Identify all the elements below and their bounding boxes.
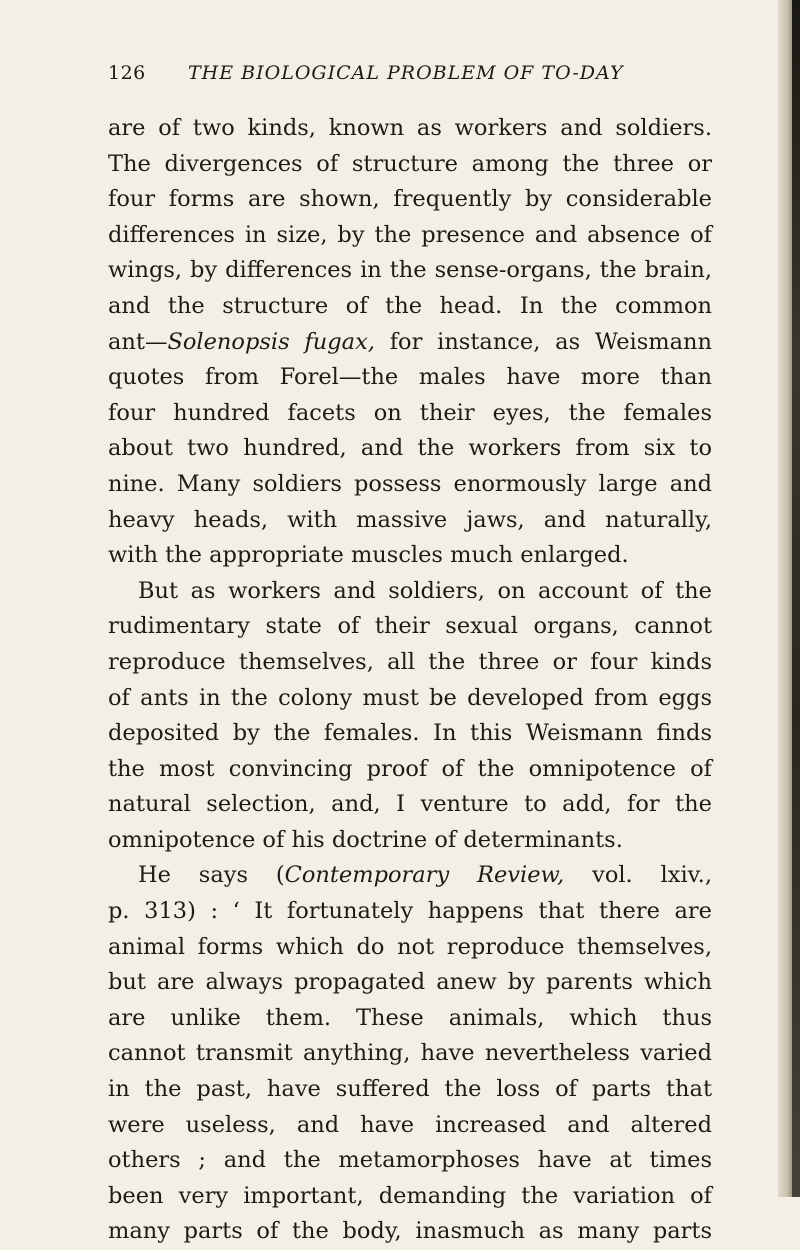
text-line: rudimentary state of their sexual organs, cannot — [108, 613, 712, 640]
text-line — [108, 325, 712, 361]
text-line: about two hundred, and the workers from six to — [108, 435, 712, 462]
text-line: four hundred facets on their eyes, the females — [108, 399, 712, 426]
text-line: are unlike them. These animals, which thus — [108, 1004, 712, 1031]
text-line: animal forms which do not reproduce themselves, — [108, 933, 712, 960]
text-line: with the appropriate muscles much enlarged. — [108, 542, 629, 569]
text-line: in the past, have suffered the loss of parts that — [108, 1076, 712, 1103]
text-run: vol. lxiv., — [564, 862, 712, 889]
page-header — [108, 62, 708, 88]
page-edge — [778, 0, 800, 1197]
page-number: 126 — [108, 62, 146, 84]
text-line: p. 313) : ‘ It fortunately happens that there are — [108, 898, 712, 925]
italic-species-name: Solenopsis fugax, — [167, 328, 375, 355]
text-line: nine. Many soldiers possess enormously large and — [108, 470, 712, 497]
text-line: were useless, and have increased and altered — [108, 1111, 712, 1138]
text-line: others ; and the metamorphoses have at times — [108, 1147, 712, 1174]
text-line: omnipotence of his doctrine of determinants. — [108, 826, 623, 853]
text-line: and the structure of the head. In the common — [108, 292, 712, 319]
text-line: The divergences of structure among the three or — [108, 150, 712, 177]
text-line: the most convincing proof of the omnipotence of — [108, 755, 712, 782]
text-run: for instance, as Weismann — [374, 328, 712, 355]
text-line: but are always propagated anew by parents which — [108, 969, 712, 996]
text-line: natural selection, and, I venture to add, for the — [108, 791, 712, 818]
italic-journal-title: Contemporary Review, — [284, 862, 565, 889]
text-line: heavy heads, with massive jaws, and naturally, — [108, 506, 712, 533]
text-line: are of two kinds, known as workers and soldiers. — [108, 115, 712, 141]
text-line: of ants in the colony must be developed from eggs — [108, 684, 712, 711]
text-line: deposited by the females. In this Weismann finds — [108, 720, 712, 747]
text-line — [108, 858, 712, 894]
text-line: But as workers and soldiers, on account of the — [138, 577, 712, 604]
text-run: ant— — [108, 328, 168, 355]
text-line: four forms are shown, frequently by considerable — [108, 186, 712, 213]
text-line: reproduce themselves, all the three or four kinds — [108, 648, 712, 675]
body-text — [108, 111, 712, 1250]
text-line: been very important, demanding the variation of — [108, 1182, 712, 1209]
text-line: many parts of the body, inasmuch as many parts — [108, 1218, 712, 1245]
text-line: quotes from Forel—the males have more than — [108, 364, 712, 391]
text-line: differences in size, by the presence and absence of — [108, 221, 712, 248]
text-run: He says ( — [138, 862, 285, 889]
running-title: THE BIOLOGICAL PROBLEM OF TO-DAY — [188, 62, 624, 84]
text-line: cannot transmit anything, have nevertheless varied — [108, 1040, 712, 1067]
text-line: wings, by differences in the sense-organs, the brain, — [108, 257, 712, 284]
